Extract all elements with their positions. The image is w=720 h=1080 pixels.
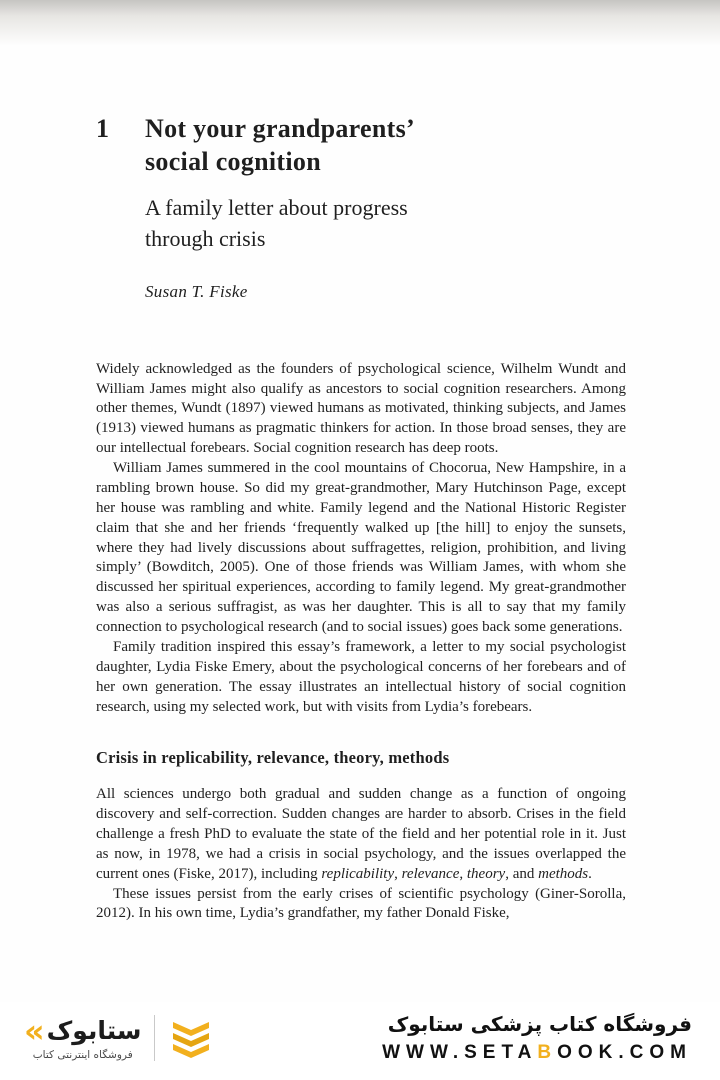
chapter-title-line2: social cognition (145, 147, 321, 177)
section-heading: Crisis in replicability, relevance, theory, methods (96, 748, 450, 768)
footer-branding-bar (0, 1002, 720, 1080)
footer-store-info (382, 1012, 692, 1064)
body-paragraph-1: Widely acknowledged as the founders of psychological science, Wilhelm Wundt and William James might also qualify as ancestors to social cognition researchers. Among other themes, Wundt (1897) viewed humans as motivated, thinking subjects, and James (1913) viewed humans as pragmatic thinkers for action. In those broad senses, they are our intellectual forebears. Social cognition research has deep roots. (96, 360, 626, 457)
brand-name-farsi: ستابوک (46, 1015, 142, 1045)
separator: , (459, 865, 467, 882)
body-paragraph-2: William James summered in the cool mountains of Chocorua, New Hampshire, in a rambling brown house. So did my great-grandmother, Mary Hutchinson Page, except her house was rambling and white. Family legend and the National Historic Register claim that she and her friends ‘frequently walked up [the hill] to enjoy the sunsets, where they had lively discussions about suffragettes, religion, prohibition, and living simply’ (Bowditch, 2005). One of those friends was William James, with whom she discussed her spiritual experiences, according to family legend. My great-grandmother was also a serious suffragist, as was her daughter. This is all to say that my family connection to psychological research (and to social issues) goes back some generations. (96, 460, 626, 635)
stacked-chevrons-book-icon (167, 1016, 215, 1060)
body-paragraph-5: These issues persist from the early crises of scientific psychology (Giner-Sorolla, 2012). In his own time, Lydia’s grandfather, my father Donald Fiske, (96, 885, 626, 922)
separator: , and (505, 865, 539, 882)
body-paragraph-3: Family tradition inspired this essay’s framework, a letter to my social psychologist daughter, Lydia Fiske Emery, about the psychological concerns of her forebears and of her own generation. The essay illustrates an intellectual history of social cognition research, using my selected work, but with visits from Lydia’s forebears. (96, 638, 626, 715)
chapter-heading (96, 112, 626, 178)
chapter-title (145, 112, 626, 178)
url-highlight-letter: B (537, 1042, 558, 1063)
italic-term-theory: theory (466, 865, 506, 882)
body-paragraph-4 (96, 785, 626, 884)
url-suffix: OOK.COM (557, 1042, 692, 1063)
page-content (96, 112, 626, 924)
brand-tagline-farsi: فروشگاه اینترنتی کتاب (32, 1049, 133, 1061)
italic-term-methods: methods (538, 865, 589, 882)
logo-divider (154, 1015, 155, 1061)
logo-text-block (24, 1012, 142, 1061)
chapter-subtitle-line2: through crisis (145, 225, 266, 251)
website-url (382, 1042, 692, 1064)
chapter-subtitle (145, 193, 626, 255)
body-text (96, 360, 626, 925)
separator: , (394, 865, 402, 882)
italic-term-replicability: replicability (321, 865, 395, 882)
paragraph-4-text: All sciences undergo both gradual and sudden change as a function of ongoing discovery and self-correction. Sudden changes are harder to absorb. Crises in the field challenge a fresh PhD to evaluate the state of the field and her potential role in it. Just as now, in 1978, we had a crisis in social psychology, and the issues overlapped the current ones (Fiske, 2017), including (96, 786, 626, 882)
chapter-title-line1: Not your grandparents’ (145, 114, 415, 143)
logo-double-chevron-icon: « (24, 1012, 45, 1050)
author-name: Susan T. Fiske (145, 281, 248, 301)
italic-term-relevance: relevance (401, 865, 460, 882)
setabook-logo (24, 1012, 215, 1061)
store-title-farsi: فروشگاه کتاب پزشکی ستابوک (387, 1012, 692, 1036)
chapter-number: 1 (96, 114, 110, 143)
period: . (588, 865, 592, 882)
url-prefix: WWW.SETA (382, 1042, 538, 1063)
chapter-subtitle-line1: A family letter about progress (145, 195, 408, 221)
